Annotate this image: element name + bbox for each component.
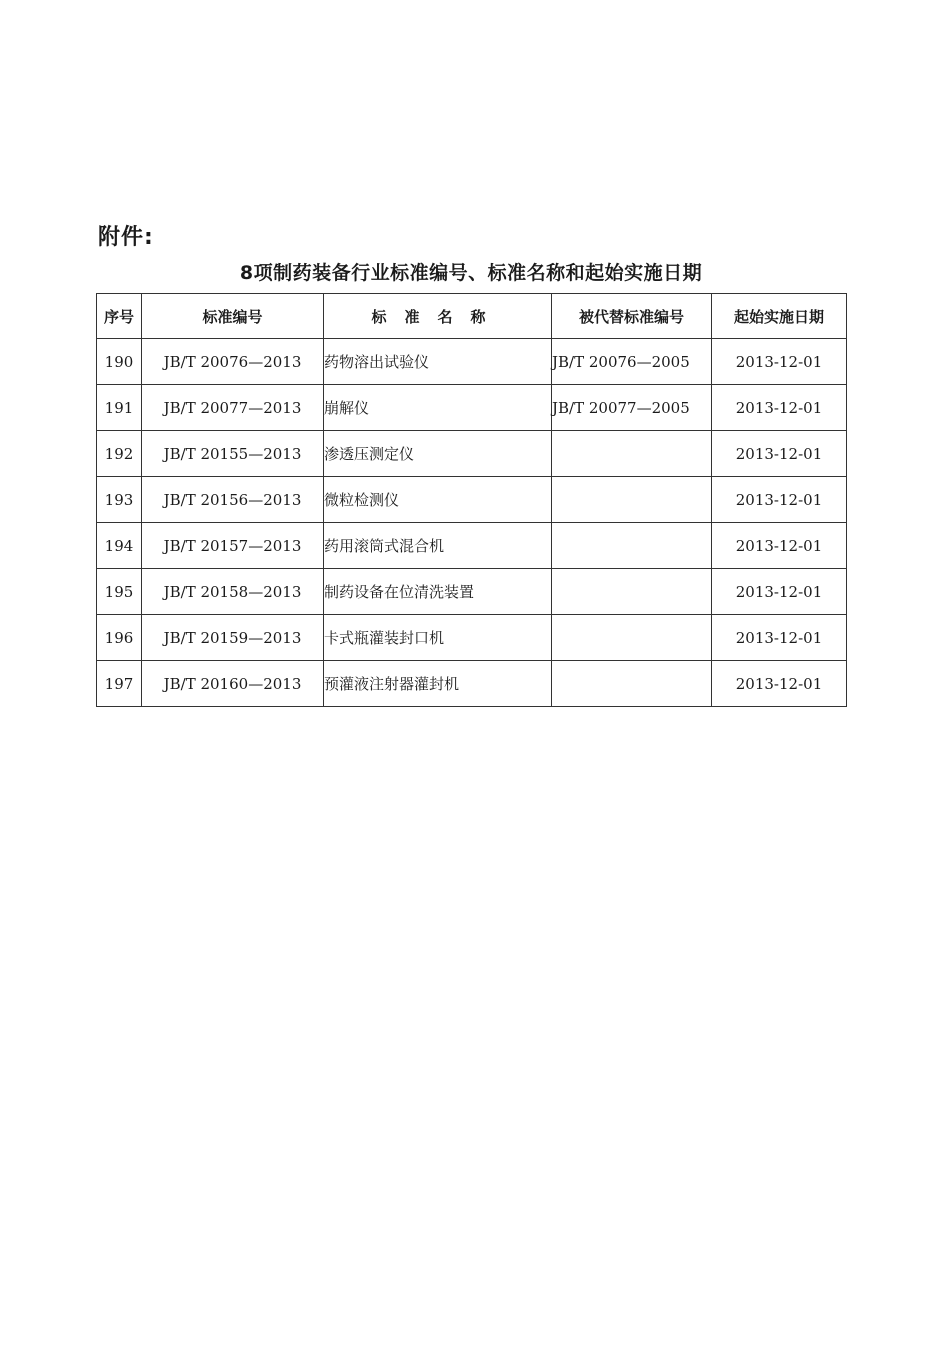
header-date: 起始实施日期 [712,294,847,339]
cell-date: 2013-12-01 [712,385,847,431]
cell-seq: 195 [97,569,142,615]
cell-replaced [552,523,712,569]
attachment-label: 附件: [98,225,154,250]
cell-replaced: JB/T 20076—2005 [552,339,712,385]
table-row [97,385,847,431]
cell-code: JB/T 20160—2013 [142,661,324,707]
table-row [97,339,847,385]
cell-name: 药物溶出试验仪 [324,339,552,385]
cell-date: 2013-12-01 [712,615,847,661]
cell-replaced: JB/T 20077—2005 [552,385,712,431]
cell-name: 微粒检测仪 [324,477,552,523]
cell-seq: 194 [97,523,142,569]
cell-code: JB/T 20159—2013 [142,615,324,661]
header-seq: 序号 [97,294,142,339]
document-title: 8项制药装备行业标准编号、标准名称和起始实施日期 [239,262,703,284]
cell-code: JB/T 20156—2013 [142,477,324,523]
table-header-row [97,294,847,339]
cell-seq: 197 [97,661,142,707]
cell-name: 崩解仪 [324,385,552,431]
table-row [97,431,847,477]
cell-name: 渗透压测定仪 [324,431,552,477]
cell-date: 2013-12-01 [712,569,847,615]
table-row [97,661,847,707]
standards-table [96,293,847,707]
cell-replaced [552,431,712,477]
cell-code: JB/T 20077—2013 [142,385,324,431]
cell-date: 2013-12-01 [712,661,847,707]
cell-code: JB/T 20155—2013 [142,431,324,477]
table-row [97,477,847,523]
cell-date: 2013-12-01 [712,523,847,569]
cell-code: JB/T 20158—2013 [142,569,324,615]
header-replaced: 被代替标准编号 [552,294,712,339]
cell-code: JB/T 20076—2013 [142,339,324,385]
cell-seq: 190 [97,339,142,385]
header-name: 标准名称 [324,294,552,339]
cell-name: 制药设备在位清洗装置 [324,569,552,615]
cell-replaced [552,477,712,523]
cell-replaced [552,569,712,615]
cell-name: 卡式瓶灌装封口机 [324,615,552,661]
cell-date: 2013-12-01 [712,477,847,523]
cell-replaced [552,615,712,661]
table-row [97,615,847,661]
cell-name: 药用滚筒式混合机 [324,523,552,569]
cell-name: 预灌液注射器灌封机 [324,661,552,707]
table-row [97,523,847,569]
cell-seq: 191 [97,385,142,431]
cell-seq: 192 [97,431,142,477]
table-row [97,569,847,615]
cell-date: 2013-12-01 [712,431,847,477]
cell-date: 2013-12-01 [712,339,847,385]
cell-code: JB/T 20157—2013 [142,523,324,569]
header-code: 标准编号 [142,294,324,339]
cell-seq: 193 [97,477,142,523]
cell-seq: 196 [97,615,142,661]
cell-replaced [552,661,712,707]
